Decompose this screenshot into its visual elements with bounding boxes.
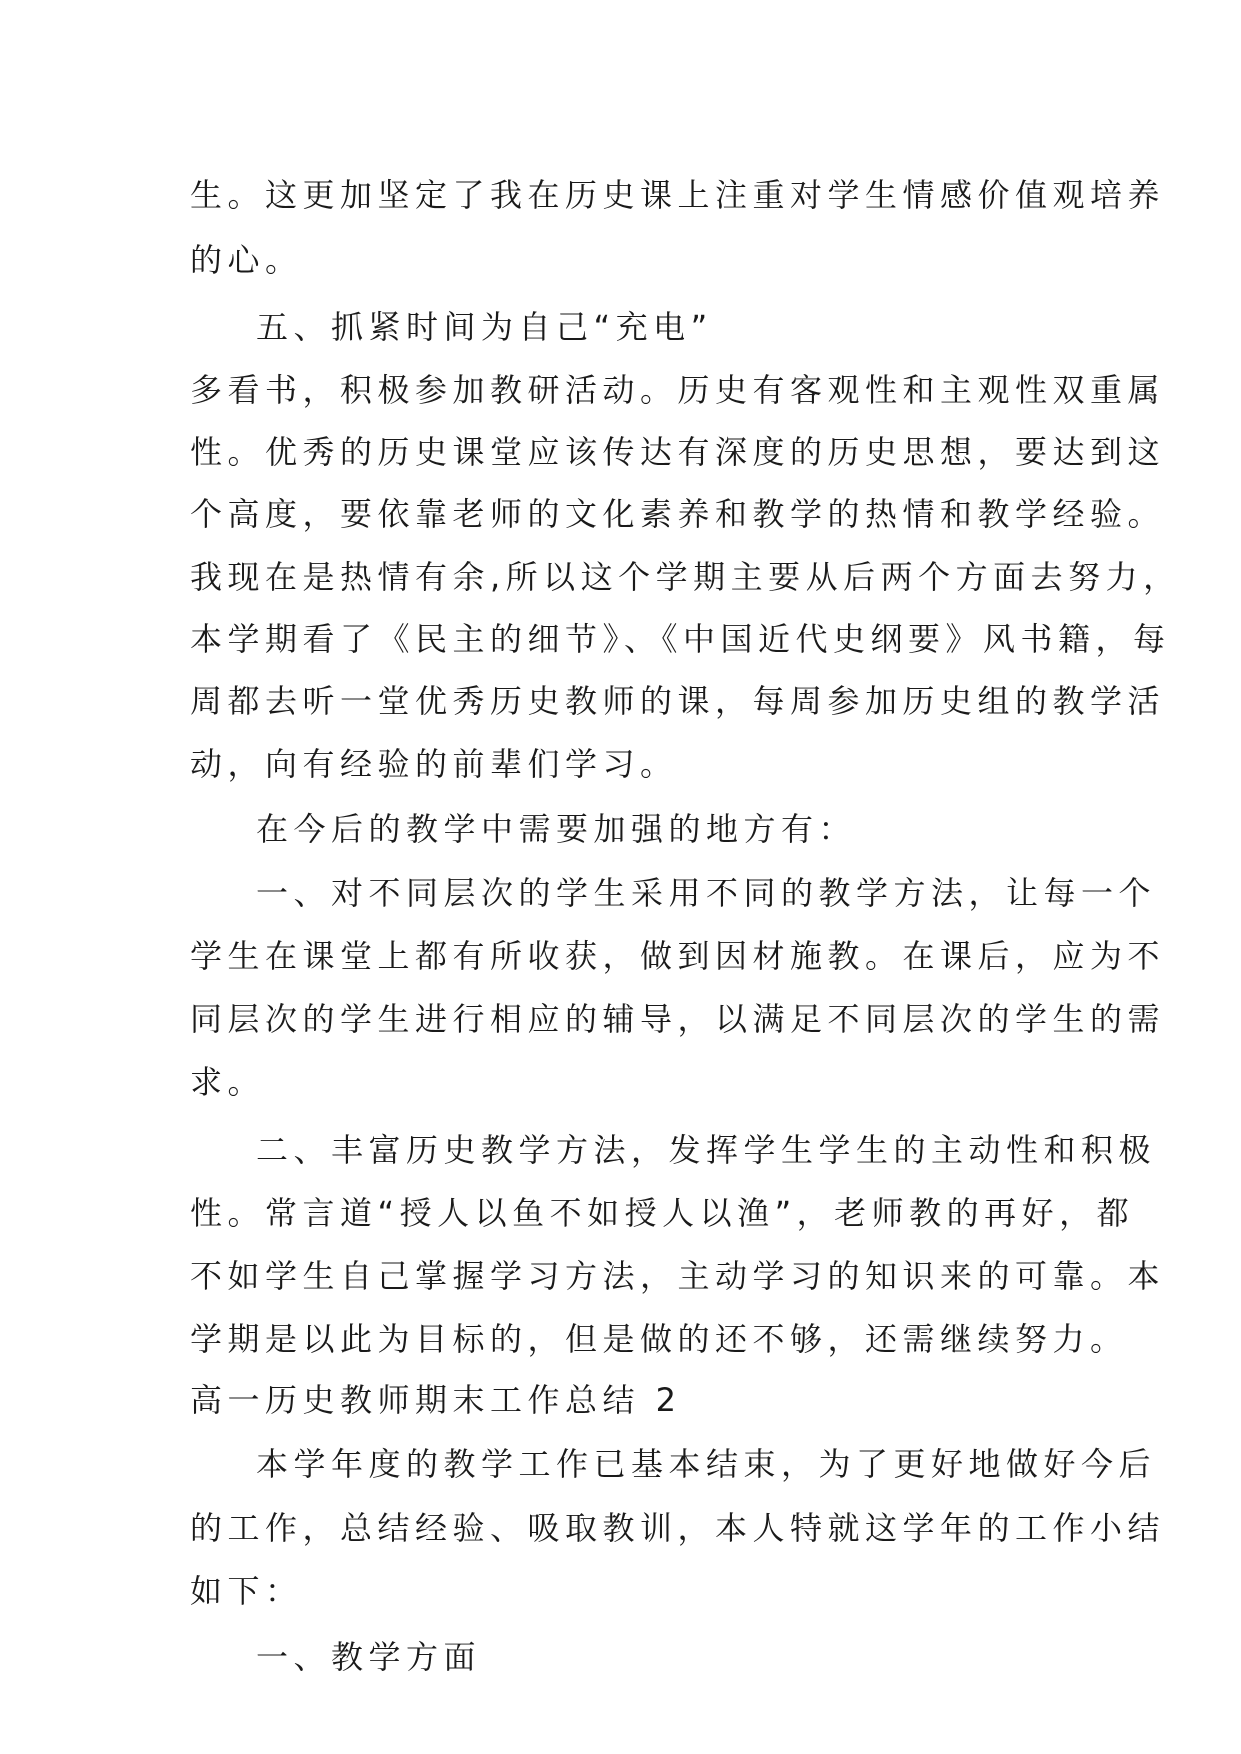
text-line: 动，向有经验的前辈们学习。 bbox=[190, 745, 678, 783]
section-heading: 五、抓紧时间为自己“充电” bbox=[256, 308, 713, 346]
text-line: 周都去听一堂优秀历史教师的课，每周参加历史组的教学活 bbox=[190, 682, 1166, 720]
text-line: 生。这更加坚定了我在历史课上注重对学生情感价值观培养 bbox=[190, 176, 1166, 214]
section-heading: 一、教学方面 bbox=[256, 1638, 482, 1676]
text-line: 二、丰富历史教学方法，发挥学生学生的主动性和积极 bbox=[256, 1131, 1157, 1169]
text-line: 的工作，总结经验、吸取教训，本人特就这学年的工作小结 bbox=[190, 1509, 1166, 1547]
text-line: 一、对不同层次的学生采用不同的教学方法，让每一个 bbox=[256, 874, 1157, 912]
text-line: 学期是以此为目标的，但是做的还不够，还需继续努力。 bbox=[190, 1320, 1128, 1358]
text-line: 我现在是热情有余,所以这个学期主要从后两个方面去努力， bbox=[190, 558, 1181, 596]
text-line: 本学期看了《民主的细节》、《中国近代史纲要》风书籍，每 bbox=[190, 620, 1171, 658]
text-line: 不如学生自己掌握学习方法，主动学习的知识来的可靠。本 bbox=[190, 1257, 1166, 1295]
text-line: 多看书，积极参加教研活动。历史有客观性和主观性双重属 bbox=[190, 371, 1166, 409]
text-line: 本学年度的教学工作已基本结束，为了更好地做好今后 bbox=[256, 1445, 1157, 1483]
text-line: 在今后的教学中需要加强的地方有： bbox=[256, 810, 857, 848]
text-line: 性。常言道“授人以鱼不如授人以渔”，老师教的再好，都 bbox=[190, 1194, 1135, 1232]
text-line: 求。 bbox=[190, 1063, 266, 1101]
text-line: 同层次的学生进行相应的辅导，以满足不同层次的学生的需 bbox=[190, 1000, 1166, 1038]
text-line: 的心。 bbox=[190, 241, 303, 279]
text-line: 性。优秀的历史课堂应该传达有深度的历史思想，要达到这 bbox=[190, 433, 1166, 471]
text-line: 学生在课堂上都有所收获，做到因材施教。在课后，应为不 bbox=[190, 937, 1166, 975]
text-line: 如下： bbox=[190, 1572, 303, 1610]
document-title: 高一历史教师期末工作总结 2 bbox=[190, 1381, 682, 1419]
text-line: 个高度，要依靠老师的文化素养和教学的热情和教学经验。 bbox=[190, 495, 1166, 533]
